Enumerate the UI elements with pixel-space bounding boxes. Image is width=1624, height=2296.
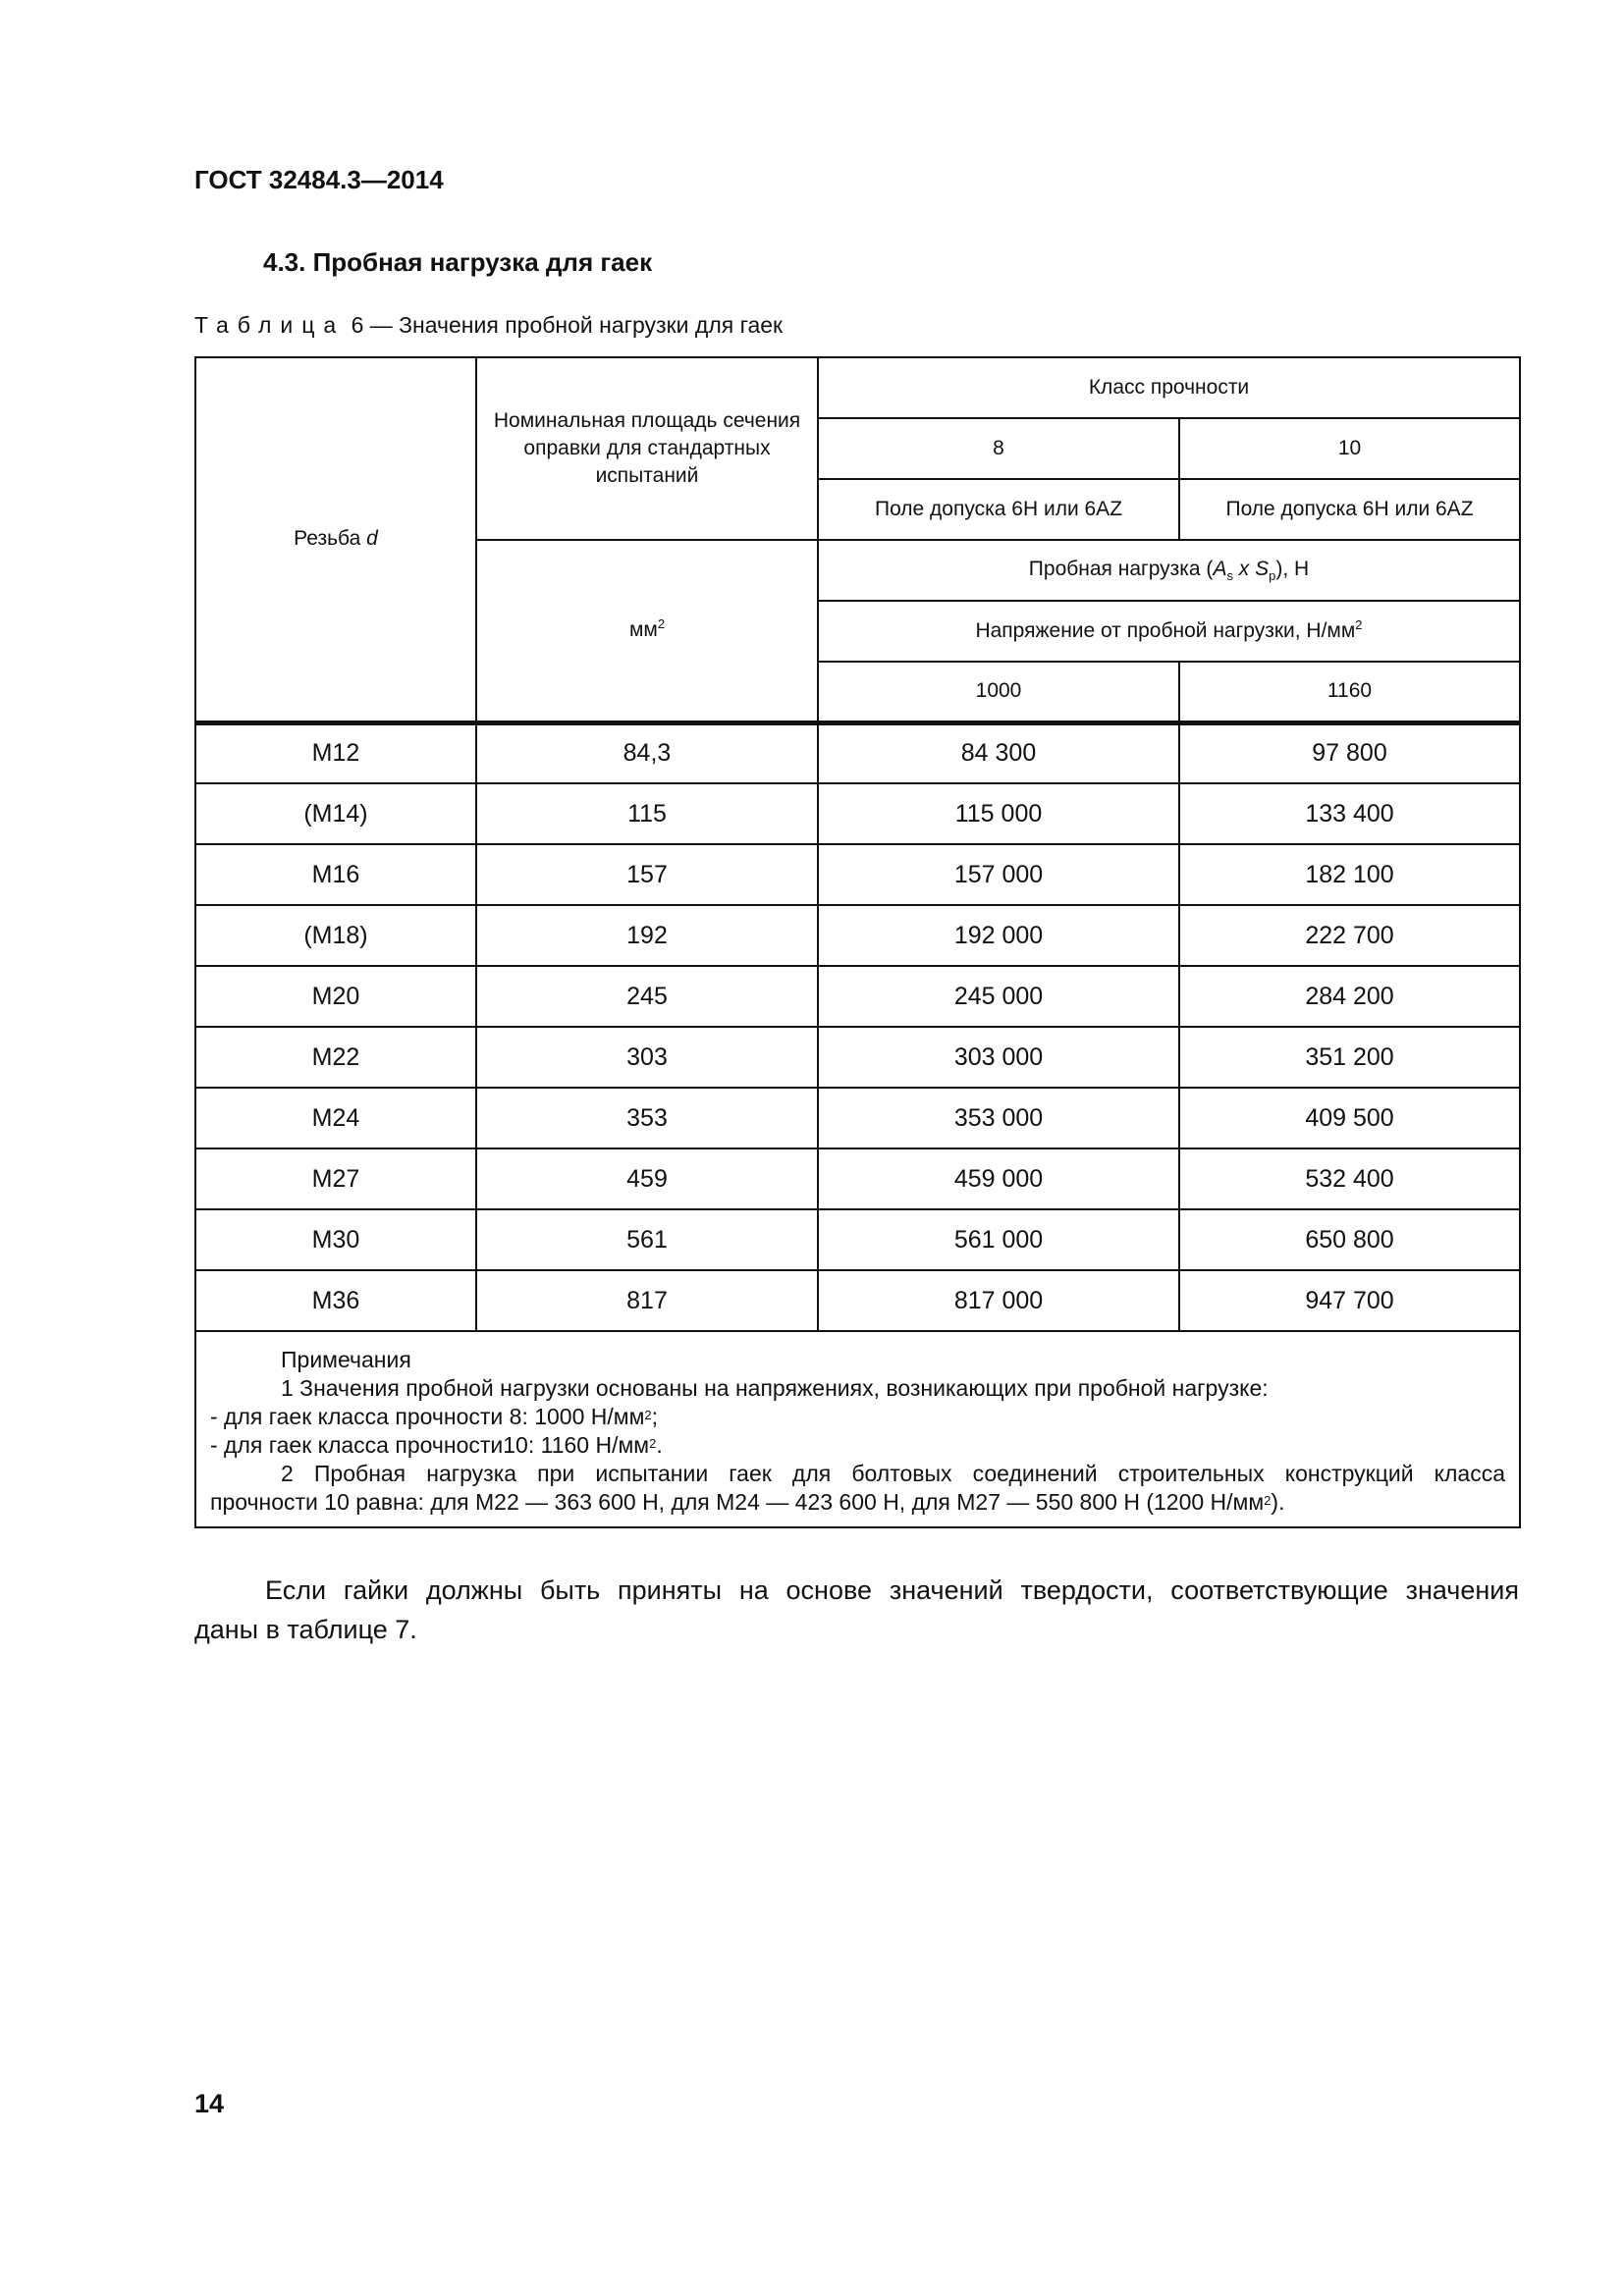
load10-cell: 947 700 bbox=[1179, 1270, 1520, 1331]
table-caption-text: 6 — Значения пробной нагрузки для гаек bbox=[351, 312, 784, 338]
note-1: 1 Значения пробной нагрузки основаны на напряжениях, возникающих при пробной нагрузке: bbox=[281, 1375, 1269, 1401]
thread-cell: M20 bbox=[195, 966, 476, 1027]
area-cell: 303 bbox=[476, 1027, 818, 1088]
thread-cell: M22 bbox=[195, 1027, 476, 1088]
thread-cell: M27 bbox=[195, 1148, 476, 1209]
table-row bbox=[195, 1148, 1520, 1209]
proof-load-table bbox=[194, 356, 1521, 1528]
table-row bbox=[195, 783, 1520, 844]
page-number: 14 bbox=[194, 2089, 225, 2118]
table-row bbox=[195, 905, 1520, 966]
table-row bbox=[195, 966, 1520, 1027]
load10-cell: 409 500 bbox=[1179, 1088, 1520, 1148]
stress-8-value: 1000 bbox=[818, 662, 1179, 722]
load10-cell: 133 400 bbox=[1179, 783, 1520, 844]
load8-cell: 115 000 bbox=[818, 783, 1179, 844]
load10-cell: 182 100 bbox=[1179, 844, 1520, 905]
load10-cell: 650 800 bbox=[1179, 1209, 1520, 1270]
paragraph-line-2: даны в таблице 7. bbox=[194, 1615, 417, 1644]
tolerance-10-header: Поле допуска 6H или 6AZ bbox=[1179, 479, 1520, 540]
table-caption-prefix: Таблица bbox=[194, 312, 346, 338]
load10-cell: 97 800 bbox=[1179, 722, 1520, 783]
note-2-line-2: прочности 10 равна: для M22 — 363 600 Н, для M24 — 423 600 Н, для M27 — 550 800 Н (1200 $Н/мм^2$). bbox=[210, 1489, 1285, 1515]
section-title: 4.3. Пробная нагрузка для гаек bbox=[263, 247, 653, 277]
standard-code: ГОСТ 32484.3—2014 bbox=[194, 165, 444, 194]
notes-title: Примечания bbox=[281, 1347, 411, 1372]
area-header: Номинальная площадь сечения оправки для стандартных испытаний bbox=[476, 357, 818, 540]
load8-cell: 353 000 bbox=[818, 1088, 1179, 1148]
load10-cell: 351 200 bbox=[1179, 1027, 1520, 1088]
area-cell: 115 bbox=[476, 783, 818, 844]
area-cell: 84,3 bbox=[476, 722, 818, 783]
note-1-class-10: - для гаек класса прочности10: 1160 $Н/мм^2$. bbox=[210, 1432, 663, 1458]
load10-cell: 284 200 bbox=[1179, 966, 1520, 1027]
load10-cell: 222 700 bbox=[1179, 905, 1520, 966]
area-cell: 459 bbox=[476, 1148, 818, 1209]
stress-10-value: 1160 bbox=[1179, 662, 1520, 722]
class-10-header: 10 bbox=[1179, 418, 1520, 479]
area-unit: $мм^2$ bbox=[476, 540, 818, 722]
thread-cell: M24 bbox=[195, 1088, 476, 1148]
thread-cell: (M14) bbox=[195, 783, 476, 844]
load8-cell: 459 000 bbox=[818, 1148, 1179, 1209]
class-8-header: 8 bbox=[818, 418, 1179, 479]
load8-cell: 817 000 bbox=[818, 1270, 1179, 1331]
load8-cell: 561 000 bbox=[818, 1209, 1179, 1270]
body-paragraph bbox=[194, 1571, 1519, 1649]
area-cell: 157 bbox=[476, 844, 818, 905]
load8-cell: 157 000 bbox=[818, 844, 1179, 905]
area-cell: 817 bbox=[476, 1270, 818, 1331]
table-notes bbox=[195, 1331, 1520, 1527]
tolerance-8-header: Поле допуска 6H или 6AZ bbox=[818, 479, 1179, 540]
proof-load-header: Пробная нагрузка ($A_s$ x $S_p$), Н bbox=[818, 540, 1520, 601]
area-cell: 192 bbox=[476, 905, 818, 966]
table-row bbox=[195, 1027, 1520, 1088]
thread-cell: M12 bbox=[195, 722, 476, 783]
area-cell: 353 bbox=[476, 1088, 818, 1148]
load8-cell: 245 000 bbox=[818, 966, 1179, 1027]
note-2-line-1: 2 Пробная нагрузка при испытании гаек для болтовых соединений строительных конструкций класса bbox=[281, 1461, 1505, 1486]
load8-cell: 84 300 bbox=[818, 722, 1179, 783]
table-row bbox=[195, 1209, 1520, 1270]
table-row bbox=[195, 1088, 1520, 1148]
table-row bbox=[195, 1270, 1520, 1331]
area-cell: 561 bbox=[476, 1209, 818, 1270]
strength-class-header: Класс прочности bbox=[818, 357, 1520, 418]
load10-cell: 532 400 bbox=[1179, 1148, 1520, 1209]
thread-cell: M30 bbox=[195, 1209, 476, 1270]
table-caption bbox=[194, 312, 783, 339]
thread-cell: M16 bbox=[195, 844, 476, 905]
thread-cell: (M18) bbox=[195, 905, 476, 966]
note-1-class-8: - для гаек класса прочности 8: 1000 $Н/мм^2$; bbox=[210, 1404, 659, 1429]
load8-cell: 192 000 bbox=[818, 905, 1179, 966]
stress-header: Напряжение от пробной нагрузки, $Н/мм^2$ bbox=[818, 601, 1520, 662]
table-row bbox=[195, 722, 1520, 783]
area-cell: 245 bbox=[476, 966, 818, 1027]
thread-header: Резьба d bbox=[195, 357, 476, 722]
thread-cell: M36 bbox=[195, 1270, 476, 1331]
paragraph-line-1: Если гайки должны быть приняты на основе значений твердости, соответствующие значения bbox=[265, 1575, 1519, 1605]
table-row bbox=[195, 844, 1520, 905]
load8-cell: 303 000 bbox=[818, 1027, 1179, 1088]
